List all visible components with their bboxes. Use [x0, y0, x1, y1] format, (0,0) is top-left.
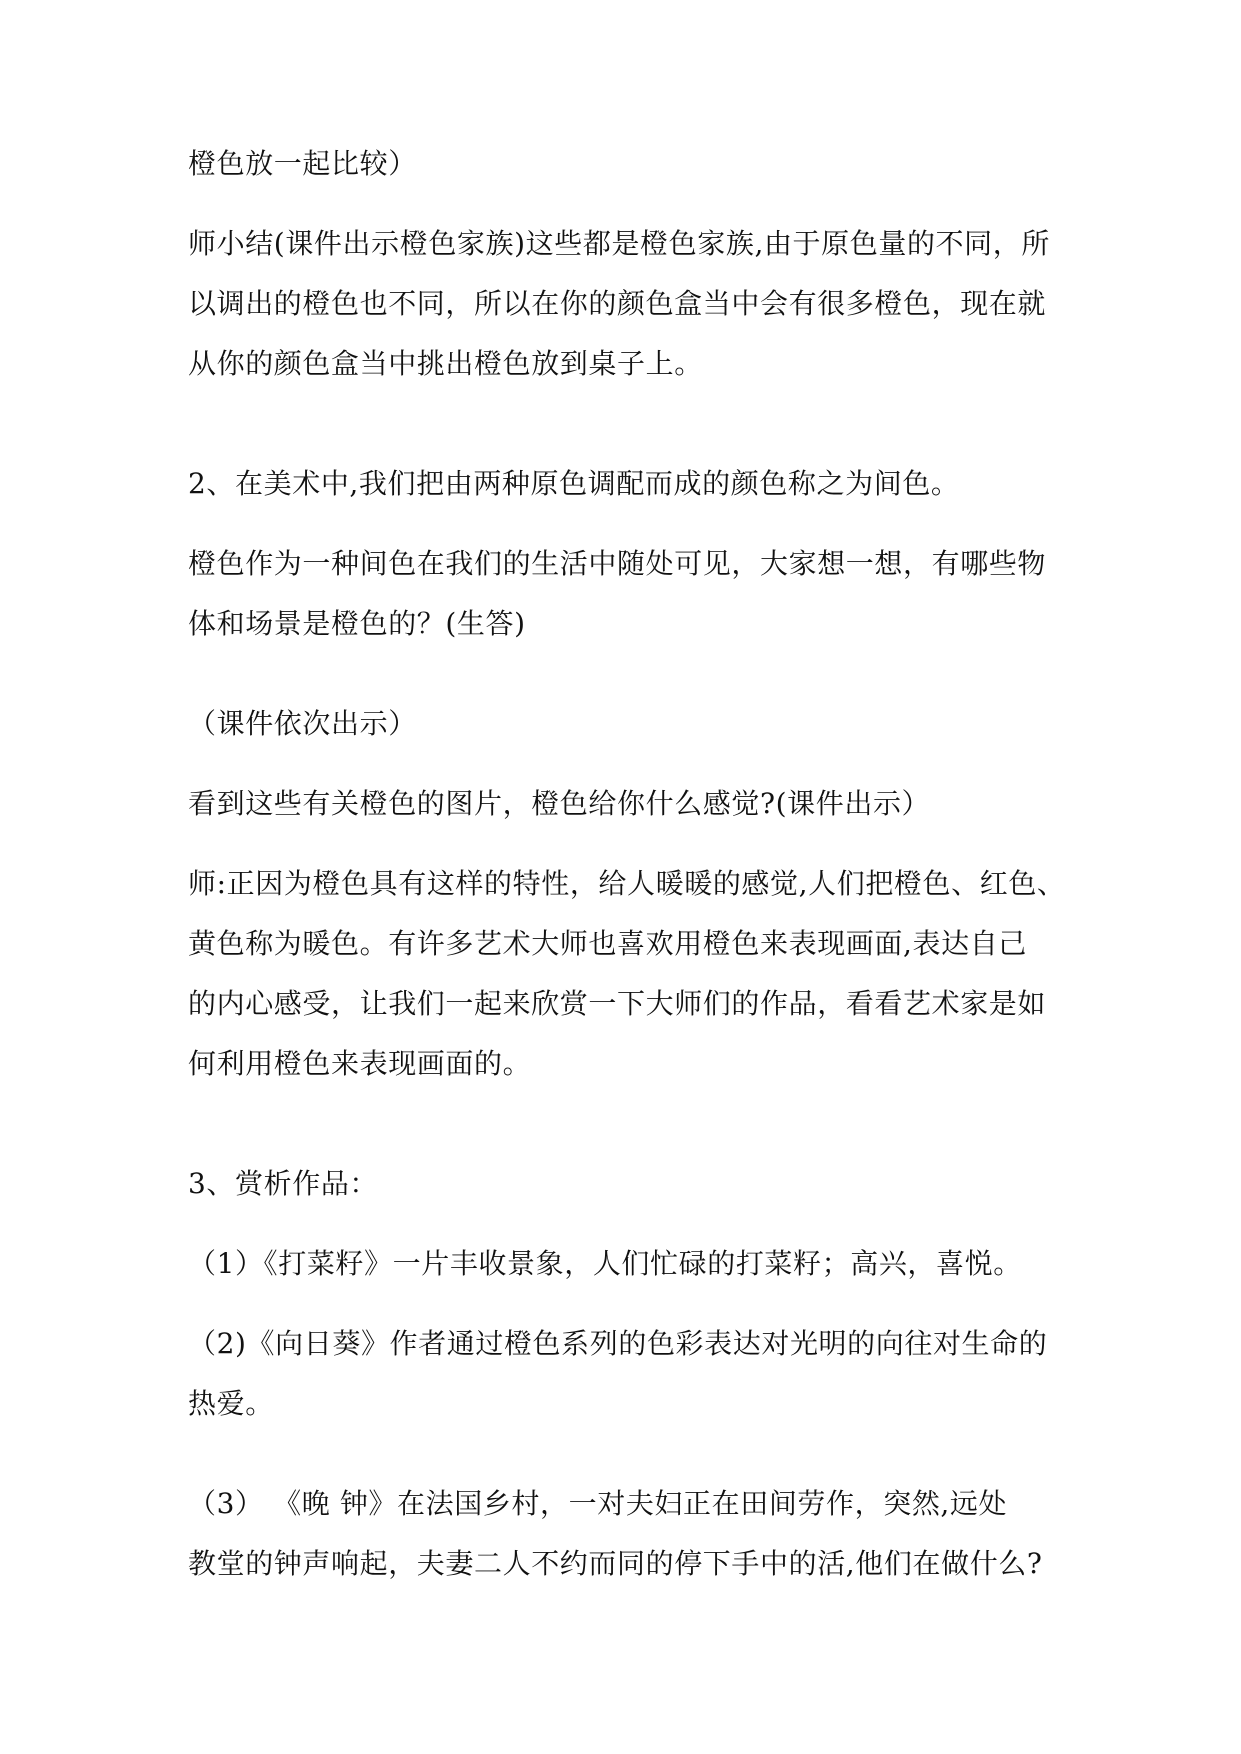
text-line: 的内心感受，让我们一起来欣赏一下大师们的作品，看看艺术家是如	[188, 987, 1047, 1020]
text-line: 何利用橙色来表现画面的。	[188, 1047, 532, 1080]
text-line: （1）《打菜籽》一片丰收景象，人们忙碌的打菜籽；高兴，喜悦。	[188, 1247, 1022, 1280]
text-line: （课件依次出示）	[188, 707, 417, 740]
paragraph-4	[188, 534, 1068, 654]
paragraph-1	[188, 134, 1068, 194]
text-line: 热爱。	[188, 1387, 274, 1420]
text-line: 体和场景是橙色的？(生答)	[188, 607, 526, 640]
text-line: 以调出的橙色也不同，所以在你的颜色盒当中会有很多橙色，现在就	[188, 287, 1047, 320]
paragraph-6	[188, 774, 1068, 834]
paragraph-7	[188, 854, 1068, 1094]
text-line: 黄色称为暖色。有许多艺术大师也喜欢用橙色来表现画面,表达自己	[188, 927, 1027, 960]
text-line: 2、在美术中,我们把由两种原色调配而成的颜色称之为间色。	[188, 467, 960, 500]
paragraph-2	[188, 214, 1068, 394]
paragraph-3	[188, 454, 1068, 514]
paragraph-10	[188, 1314, 1068, 1434]
text-line: （3） 《晚 钟》在法国乡村，一对夫妇正在田间劳作，突然,远处	[188, 1487, 1008, 1520]
text-line: 橙色放一起比较）	[188, 147, 417, 180]
paragraph-5	[188, 694, 1068, 754]
paragraph-11	[188, 1474, 1068, 1594]
paragraph-8	[188, 1154, 1068, 1214]
text-line: 看到这些有关橙色的图片，橙色给你什么感觉?(课件出示）	[188, 787, 931, 820]
text-line: 教堂的钟声响起，夫妻二人不约而同的停下手中的活,他们在做什么?	[188, 1547, 1043, 1580]
text-line: 师小结(课件出示橙色家族)这些都是橙色家族,由于原色量的不同，所	[188, 227, 1050, 260]
paragraph-9	[188, 1234, 1068, 1294]
text-line: 从你的颜色盒当中挑出橙色放到桌子上。	[188, 347, 703, 380]
text-line: 3、赏析作品：	[188, 1167, 379, 1200]
text-line: 橙色作为一种间色在我们的生活中随处可见，大家想一想，有哪些物	[188, 547, 1047, 580]
text-line: （2)《向日葵》作者通过橙色系列的色彩表达对光明的向往对生命的	[188, 1327, 1048, 1360]
text-line: 师:正因为橙色具有这样的特性，给人暖暖的感觉,人们把橙色、红色、	[188, 867, 1066, 900]
